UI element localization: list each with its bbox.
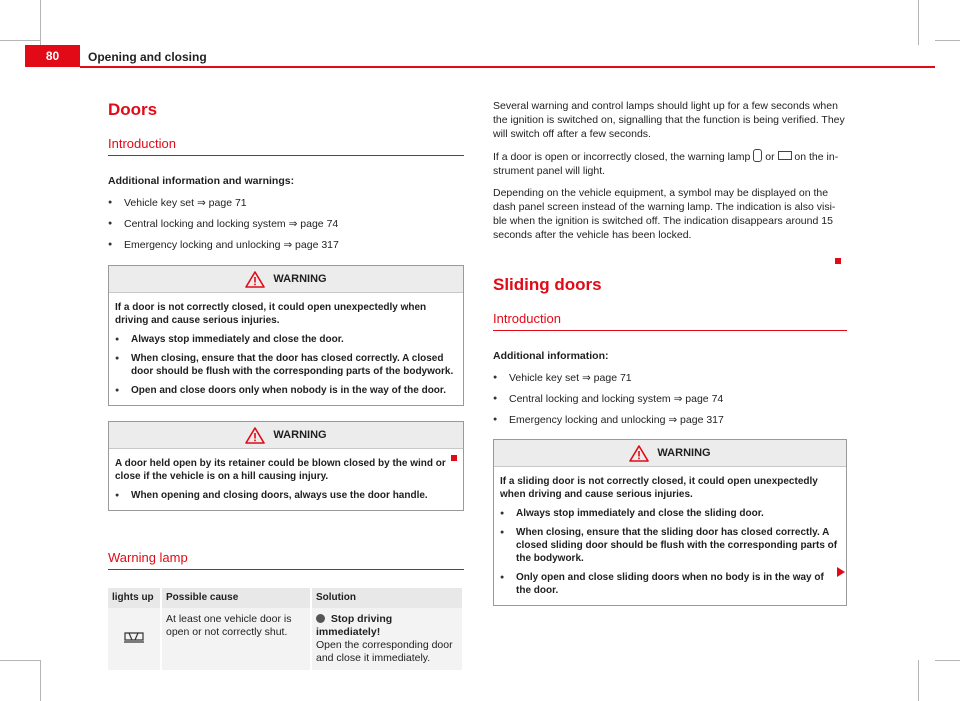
- warning-bullet: ● Always stop immediately and close the sliding door.: [500, 507, 838, 520]
- crop-mark: [0, 40, 40, 41]
- table-header: Solution: [311, 588, 463, 608]
- paragraph: Several warning and control lamps should light up for a few seconds when the ignition is switched on, signalling that the function is being verified. They will switch off after a few seconds.: [493, 100, 845, 140]
- warning-lamp-table: [108, 588, 464, 670]
- header-rule: [80, 66, 935, 68]
- warning-header: [494, 440, 846, 467]
- warning-bullet: ● When closing, ensure that the door has closed correctly. A closed door should be flush with the corresponding parts of the bodywork.: [115, 352, 455, 378]
- section-end-mark: [835, 258, 841, 264]
- solution-cell: [311, 608, 463, 670]
- table-header: Possible cause: [161, 588, 311, 608]
- warning-label: WARNING: [273, 429, 327, 441]
- solution-text: Open the corresponding door and close it immediately.: [316, 639, 453, 664]
- crop-mark: [40, 0, 41, 45]
- reference-link[interactable]: ● Vehicle key set ⇒ page 71: [108, 196, 464, 210]
- warning-bullet: ● When opening and closing doors, always use the door handle.: [115, 489, 455, 502]
- warning-box: [493, 439, 847, 606]
- warning-triangle-icon: [245, 427, 265, 444]
- warning-bullet: ● Open and close doors only when nobody is in the way of the door.: [115, 384, 455, 397]
- warning-box: [108, 265, 464, 406]
- crop-mark: [935, 660, 960, 661]
- warning-box: [108, 421, 464, 511]
- reference-link[interactable]: ● Central locking and locking system ⇒ page 74: [493, 392, 847, 406]
- reference-link[interactable]: ● Vehicle key set ⇒ page 71: [493, 371, 847, 385]
- warning-body: [494, 467, 846, 605]
- left-column: [108, 97, 464, 670]
- warning-text: If a door is not correctly closed, it could open unexpectedly when driving and cause serious injuries.: [115, 302, 427, 326]
- right-column: [493, 97, 847, 606]
- warning-bullet: ● Always stop immediately and close the door.: [115, 333, 455, 346]
- reference-list: [493, 371, 847, 427]
- warning-triangle-icon: [245, 271, 265, 288]
- warning-bullet: ● When closing, ensure that the sliding door has closed correctly. A closed sliding door should be flush with the corresponding parts of the bodywork.: [500, 526, 838, 565]
- crop-mark: [0, 660, 40, 661]
- crop-mark: [935, 40, 960, 41]
- chapter-title-doors: Doors: [108, 100, 158, 119]
- additional-info-label: Additional information:: [493, 350, 609, 362]
- warning-label: WARNING: [657, 447, 711, 459]
- section-heading-introduction: Introduction: [493, 310, 847, 331]
- paragraph: Depending on the vehicle equipment, a symbol may be displayed on the dash panel screen instead of the warning lamp. The indication is also visi- ble when the ignition is switched off. The indication disappears around 15 seconds after the vehicle has been locked.: [493, 187, 836, 241]
- door-open-icon: [778, 151, 792, 160]
- warning-bullet: ● Only open and close sliding doors when no body is in the way of the door.: [500, 571, 838, 597]
- possible-cause-cell: At least one vehicle door is open or not correctly shut.: [161, 608, 311, 670]
- crop-mark: [918, 660, 919, 701]
- reference-link[interactable]: ● Emergency locking and unlocking ⇒ page 317: [108, 238, 464, 252]
- solution-bold: Stop driving immediately!: [316, 613, 393, 638]
- door-lamp-icon: [753, 149, 762, 162]
- table-header: lights up: [108, 588, 161, 608]
- paragraph: If a door is open or incorrectly closed, the warning lamp or on the in- strument panel will light.: [493, 151, 839, 177]
- section-end-mark: [451, 455, 457, 461]
- warning-header: [109, 266, 463, 293]
- warning-text: If a sliding door is not correctly closed, it could open unexpectedly when driving and cause serious injuries.: [500, 476, 818, 500]
- table-row: [108, 608, 463, 670]
- reference-link[interactable]: ● Emergency locking and unlocking ⇒ page 317: [493, 413, 847, 427]
- additional-info-label: Additional information and warnings:: [108, 175, 295, 187]
- page-number: 80: [25, 45, 80, 67]
- lamp-cell: [108, 608, 161, 670]
- running-header-title: Opening and closing: [88, 50, 207, 64]
- warning-text: A door held open by its retainer could be blown closed by the wind or close if the vehicle is on a hill causing injury.: [115, 458, 446, 482]
- section-heading-warning-lamp: Warning lamp: [108, 549, 464, 570]
- warning-label: WARNING: [273, 273, 327, 285]
- crop-mark: [918, 0, 919, 45]
- door-open-warning-lamp-icon: [123, 630, 145, 644]
- warning-body: [109, 293, 463, 405]
- chapter-title-sliding-doors: Sliding doors: [493, 275, 602, 294]
- warning-header: [109, 422, 463, 449]
- continue-arrow-icon: [837, 567, 845, 577]
- crop-mark: [40, 660, 41, 701]
- warning-body: [109, 449, 463, 510]
- warning-triangle-icon: [629, 445, 649, 462]
- reference-link[interactable]: ● Central locking and locking system ⇒ page 74: [108, 217, 464, 231]
- section-heading-introduction: Introduction: [108, 135, 464, 156]
- reference-list: [108, 196, 464, 252]
- stop-icon: [316, 614, 325, 623]
